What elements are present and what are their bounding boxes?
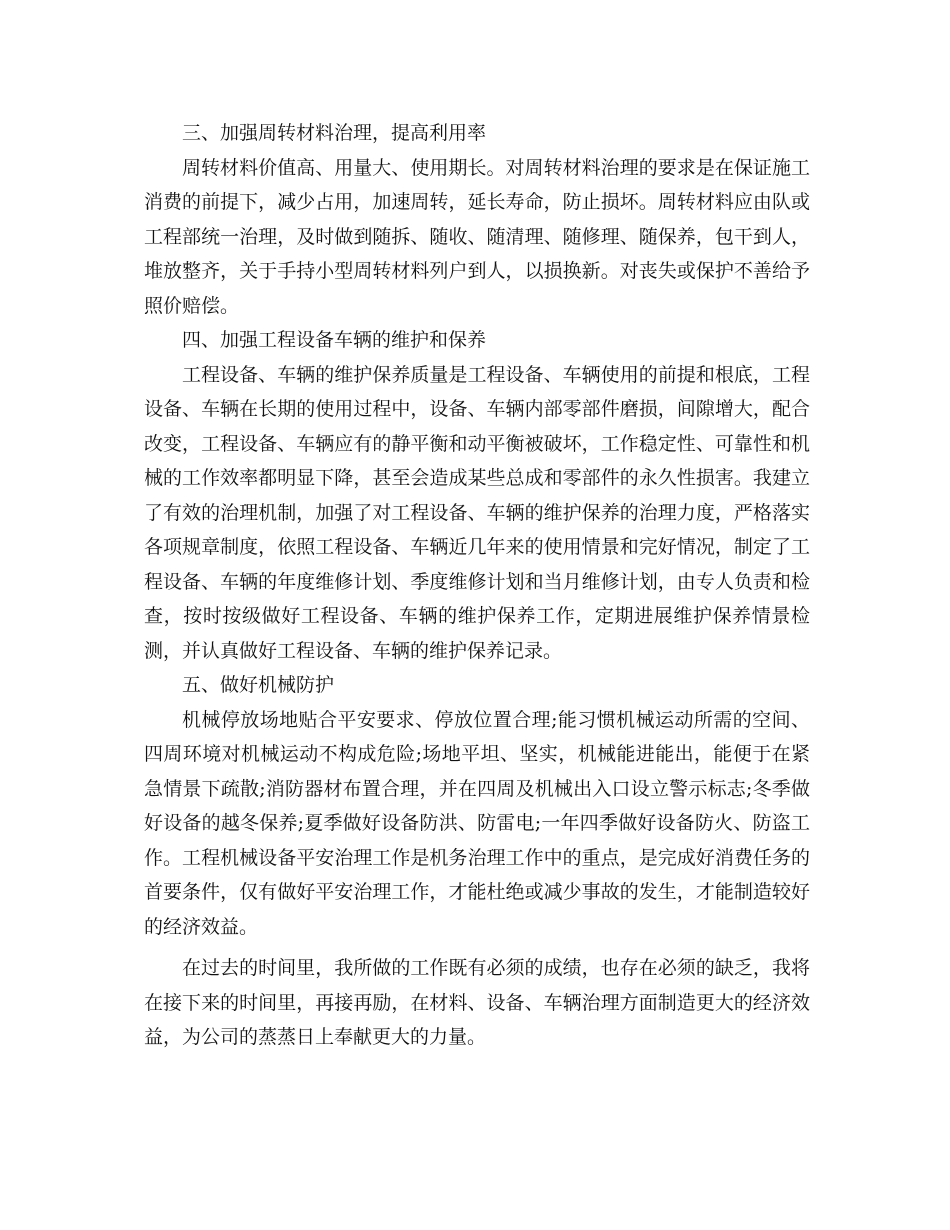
section-body-4: 工程设备、车辆的维护保养质量是工程设备、车辆使用的前提和根底，工程设备、车辆在长期的使用过程中，设备、车辆内部零部件磨损，间隙增大，配合改变，工程设备、车辆应有的静平衡和动平衡被破坏，工作稳定性、可靠性和机械的工作效率都明显下降，甚至会造成某些总成和零部件的永久性损害。我建立了有效的治理机制，加强了对工程设备、车辆的维护保养的治理力度，严格落实各项规章制度，依照工程设备、车辆近几年来的使用情景和完好情况，制定了工程设备、车辆的年度维修计划、季度维修计划和当月维修计划，由专人负责和检查，按时按级做好工程设备、车辆的维护保养工作，定期进展维护保养情景检测，并认真做好工程设备、车辆的维护保养记录。 — [144, 363, 810, 662]
section-body-5: 机械停放场地贴合平安要求、停放位置合理;能习惯机械运动所需的空间、四周环境对机械运动不构成危险;场地平坦、坚实，机械能进能出，能便于在紧急情景下疏散;消防器材布置合理，并在四周及机械出入口设立警示标志;冬季做好设备的越冬保养;夏季做好设备防洪、防雷电;一年四季做好设备防火、防盗工作。工程机械设备平安治理工作是机务治理工作中的重点，是完成好消费任务的首要条件，仅有做好平安治理工作，才能杜绝或减少事故的发生，才能制造较好的经济效益。 — [144, 708, 810, 938]
section-heading-5: 五、做好机械防护 — [182, 674, 335, 696]
document-page — [144, 116, 810, 1055]
closing-paragraph: 在过去的时间里，我所做的工作既有必须的成绩，也存在必须的缺乏，我将在接下来的时间里，再接再励，在材料、设备、车辆治理方面制造更大的经济效益，为公司的蒸蒸日上奉献更大的力量。 — [144, 957, 810, 1048]
section-heading-4: 四、加强工程设备车辆的维护和保养 — [182, 329, 487, 351]
section-heading-3: 三、加强周转材料治理，提高利用率 — [182, 122, 487, 144]
section-body-3: 周转材料价值高、用量大、使用期长。对周转材料治理的要求是在保证施工消费的前提下，减少占用，加速周转，延长寿命，防止损坏。周转材料应由队或工程部统一治理，及时做到随拆、随收、随清理、随修理、随保养，包干到人，堆放整齐，关于手持小型周转材料列户到人，以损换新。对丧失或保护不善给予照价赔偿。 — [144, 156, 810, 317]
